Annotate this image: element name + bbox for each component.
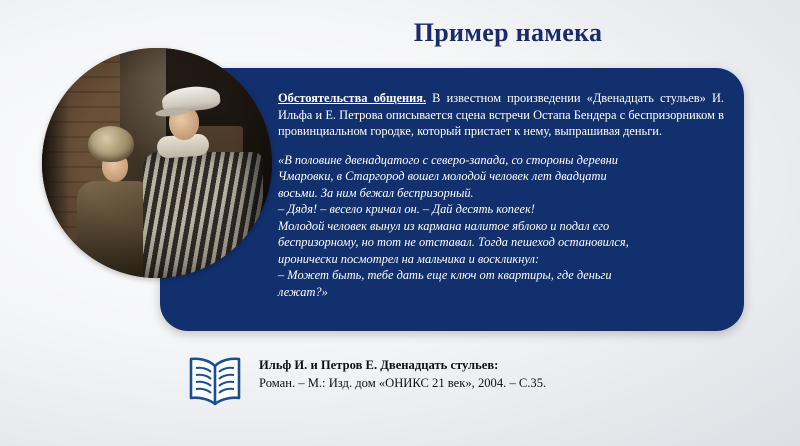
open-book-icon: [185, 354, 245, 408]
quote-line-2: восьми. За ним бежал беспризорный.: [278, 185, 474, 200]
intro-text: В известном произведении «Двенадцать стульев» И. Ильфа и Е. Петрова описывается сцена встречи Остапа Бендера с беспризорником в провинциальном городке, который пристает к нему, выпрашивая деньги.: [278, 91, 724, 138]
intro-paragraph: [278, 90, 724, 140]
illustration-photo: [42, 48, 272, 278]
quote-line-7: – Может быть, тебе дать еще ключ от квартиры, где деньги: [278, 268, 612, 282]
source-title: Ильф И. и Петров Е. Двенадцать стульев:: [259, 358, 499, 372]
intro-label: Обстоятельства общения.: [278, 91, 427, 105]
quote-line-3: – Дядя! – весело кричал он. – Дай десять копеек!: [278, 202, 535, 216]
quote-line-5: беспризорному, но тот не отставал. Тогда пешеход остановился,: [278, 235, 629, 249]
quote-line-8: лежат?»: [278, 284, 328, 299]
page-title: Пример намека: [413, 18, 603, 47]
photo-scene: [42, 48, 272, 278]
source-block: [185, 352, 745, 408]
quote-line-0: «В половине двенадцатого с северо-запада, со стороны деревни: [278, 152, 618, 167]
source-subtitle: Роман. – М.: Изд. дом «ОНИКС 21 век», 2004. – С.35.: [259, 376, 547, 390]
quote-line-4: Молодой человек вынул из кармана налитое яблоко и подал его: [278, 218, 610, 233]
photo-vignette: [42, 48, 272, 278]
source-text: [259, 352, 546, 391]
card-text-area: [278, 90, 724, 317]
quote-paragraph: [278, 152, 724, 301]
quote-line-6: иронически посмотрел на мальчика и воскликнул:: [278, 251, 540, 266]
quote-line-1: Чмаровки, в Старгород вошел молодой человек лет двадцати: [278, 169, 607, 183]
